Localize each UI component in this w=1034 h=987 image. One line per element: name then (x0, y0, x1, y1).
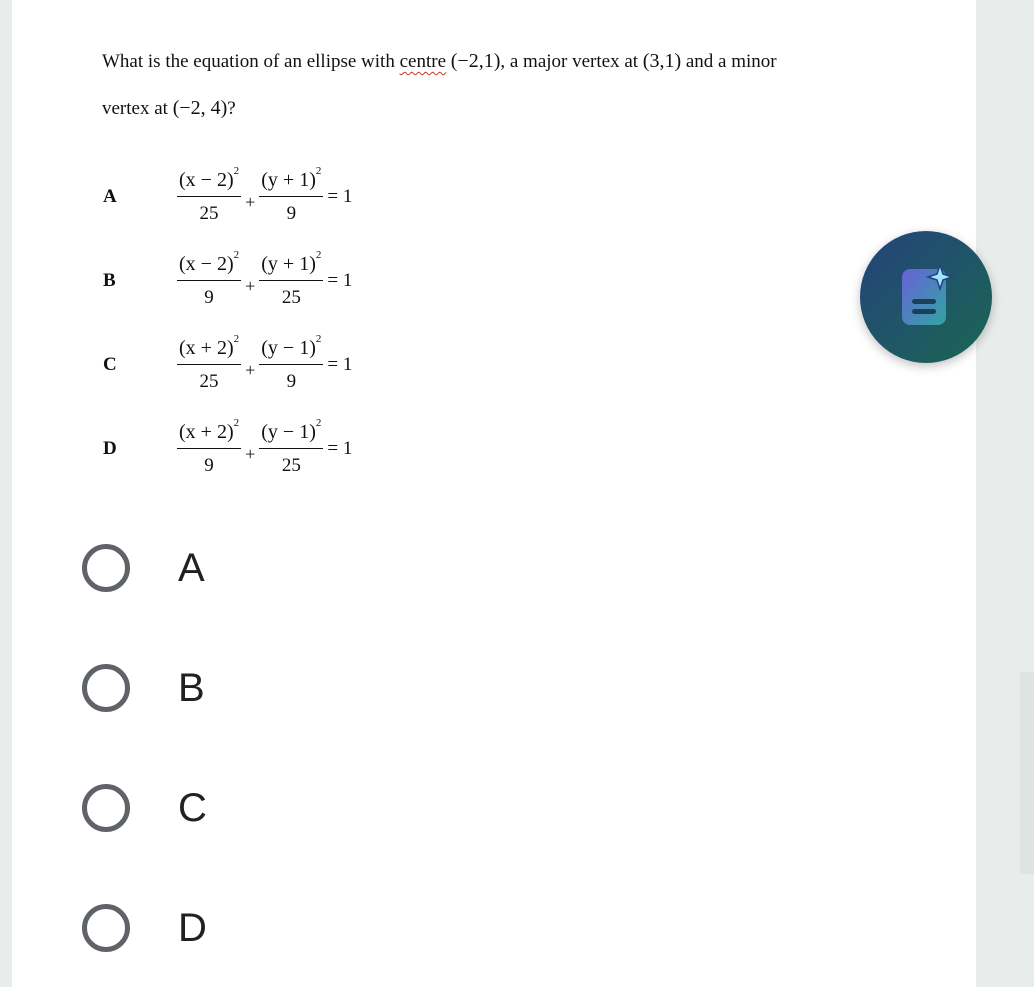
radio-a[interactable] (82, 544, 130, 592)
radio-d[interactable] (82, 904, 130, 952)
equation-a: $\frac{(x - 2)^2}{25}$ + $\frac{(y + 1)^2}{9}$ = 1 (179, 165, 353, 224)
equation-c: $\frac{(x + 2)^2}{25}$ + $\frac{(y - 1)^2}{9}$ = 1 (179, 333, 353, 392)
equation-b: $\frac{(x - 2)^2}{9}$ + $\frac{(y + 1)^2}{25}$ = 1 (179, 249, 353, 308)
choice-a[interactable]: A (82, 538, 205, 598)
option-b: B $\frac{(x - 2)^2}{9}$ + $\frac{(y + 1)^2}{25}$ = 1 (103, 249, 353, 308)
floating-action-button[interactable] (860, 231, 992, 363)
option-c: C $\frac{(x + 2)^2}{25}$ + $\frac{(y - 1)^2}{9}$ = 1 (103, 333, 353, 392)
equation-d: $\frac{(x + 2)^2}{9}$ + $\frac{(y - 1)^2}{25}$ = 1 (179, 417, 353, 476)
choice-d[interactable]: D (82, 898, 207, 958)
document-sparkle-icon (896, 263, 956, 331)
question-text: What is the equation of an ellipse with centre (−2,1), a major vertex at (3,1) and a minor vertex at (−2, 4)? (102, 50, 777, 119)
option-a: A $\frac{(x - 2)^2}{25}$ + $\frac{(y + 1)^2}{9}$ = 1 (103, 165, 353, 224)
form-card (12, 0, 976, 987)
choice-b[interactable]: B (82, 658, 205, 718)
radio-b[interactable] (82, 664, 130, 712)
option-d: D $\frac{(x + 2)^2}{9}$ + $\frac{(y - 1)^2}{25}$ = 1 (103, 417, 353, 476)
choice-c[interactable]: C (82, 778, 207, 838)
scrollbar[interactable] (1020, 672, 1034, 874)
centre-word: centre (399, 51, 446, 72)
radio-c[interactable] (82, 784, 130, 832)
